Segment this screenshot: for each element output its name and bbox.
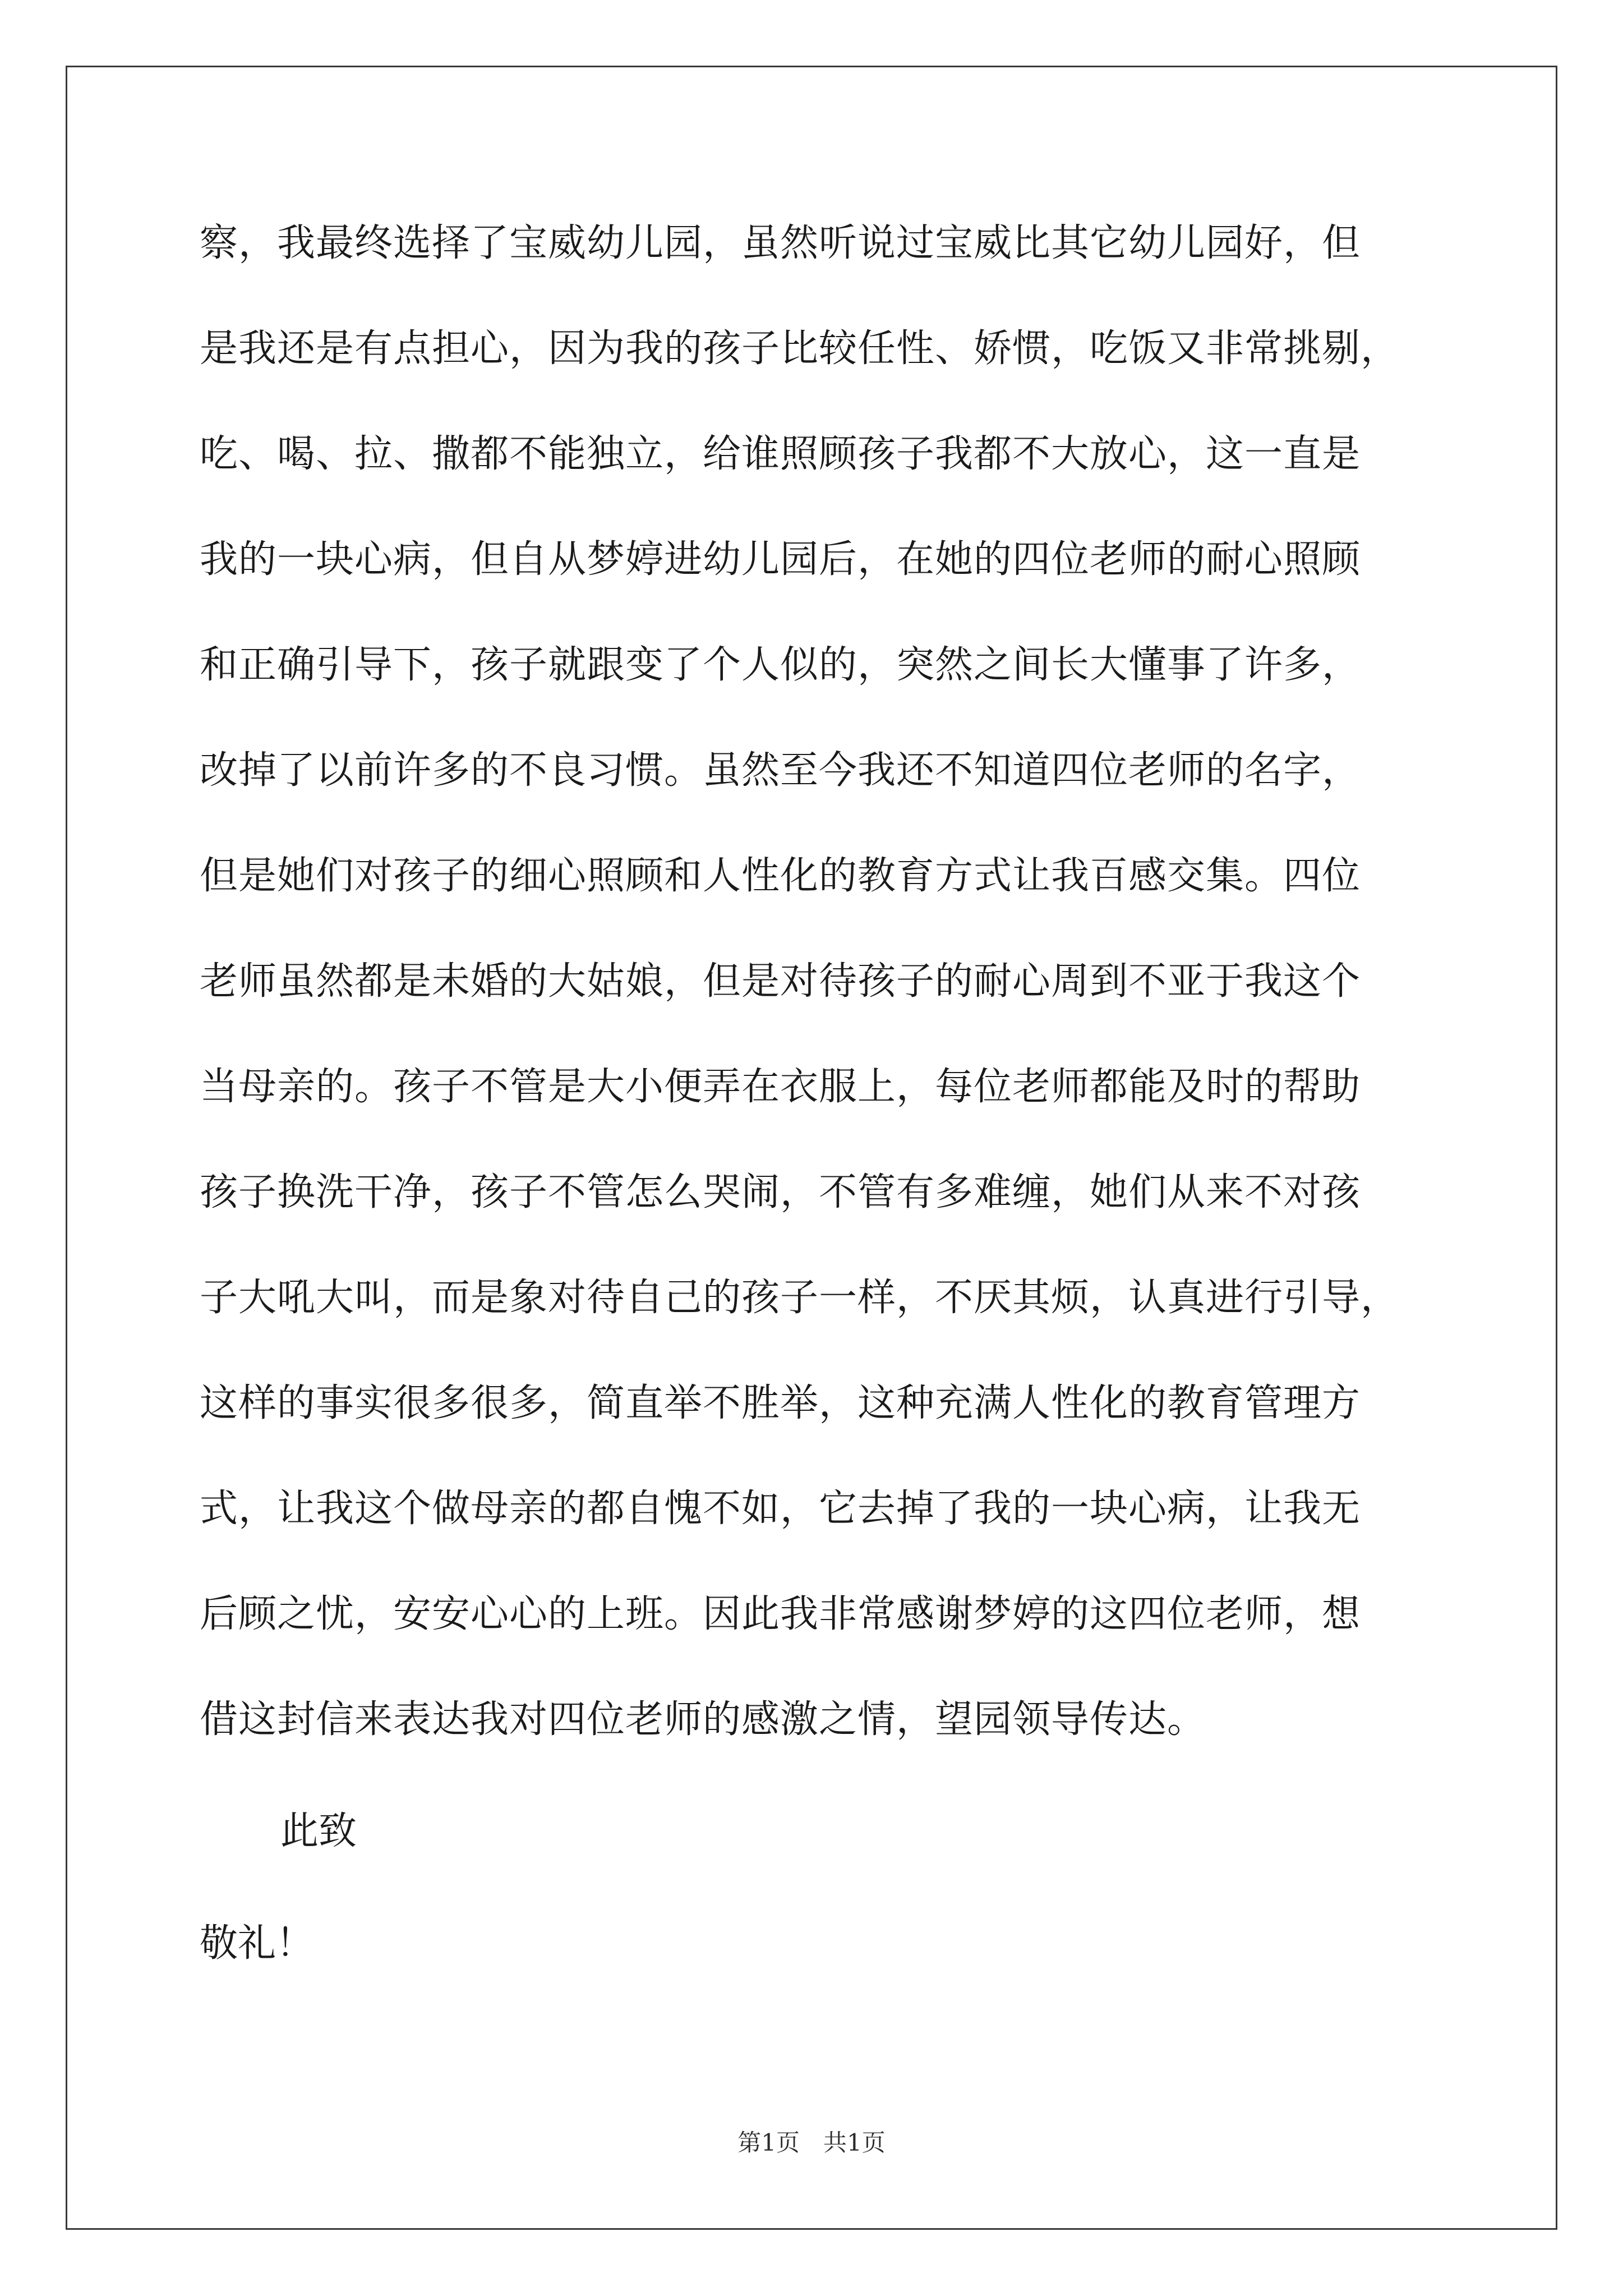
body-line: 老师虽然都是未婚的大姑娘，但是对待孩子的耐心周到不亚于我这个 xyxy=(200,959,1361,1004)
letter-salutation: 敬礼！ xyxy=(200,1921,315,1966)
body-line: 我的一块心病，但自从梦婷进幼儿园后，在她的四位老师的耐心照顾 xyxy=(200,537,1361,582)
body-line: 这样的事实很多很多，简直举不胜举，这种充满人性化的教育管理方 xyxy=(200,1381,1361,1425)
body-line: 改掉了以前许多的不良习惯。虽然至今我还不知道四位老师的名字， xyxy=(200,748,1361,793)
page-footer: 第1页 共1页 xyxy=(737,2129,886,2156)
body-line: 借这封信来表达我对四位老师的感激之情，望园领导传达。 xyxy=(200,1697,1206,1742)
body-line: 和正确引导下，孩子就跟变了个人似的，突然之间长大懂事了许多， xyxy=(200,643,1361,687)
body-line: 当母亲的。孩子不管是大小便弄在衣服上，每位老师都能及时的帮助 xyxy=(200,1065,1361,1109)
body-line: 式，让我这个做母亲的都自愧不如，它去掉了我的一块心病，让我无 xyxy=(200,1487,1361,1531)
letter-body xyxy=(200,191,1456,1773)
letter-closing: 此致 xyxy=(280,1809,357,1853)
body-line: 是我还是有点担心，因为我的孩子比较任性、娇惯，吃饭又非常挑剔， xyxy=(200,326,1400,371)
body-line: 吃、喝、拉、撒都不能独立，给谁照顾孩子我都不大放心，这一直是 xyxy=(200,432,1361,476)
body-line: 孩子换洗干净，孩子不管怎么哭闹，不管有多难缠，她们从来不对孩 xyxy=(200,1170,1361,1214)
body-line: 察，我最终选择了宝威幼儿园，虽然听说过宝威比其它幼儿园好，但 xyxy=(200,221,1361,265)
body-line: 后顾之忧，安安心心的上班。因此我非常感谢梦婷的这四位老师，想 xyxy=(200,1592,1361,1636)
body-line: 但是她们对孩子的细心照顾和人性化的教育方式让我百感交集。四位 xyxy=(200,854,1361,898)
body-line: 子大吼大叫，而是象对待自己的孩子一样，不厌其烦，认真进行引导， xyxy=(200,1276,1400,1320)
